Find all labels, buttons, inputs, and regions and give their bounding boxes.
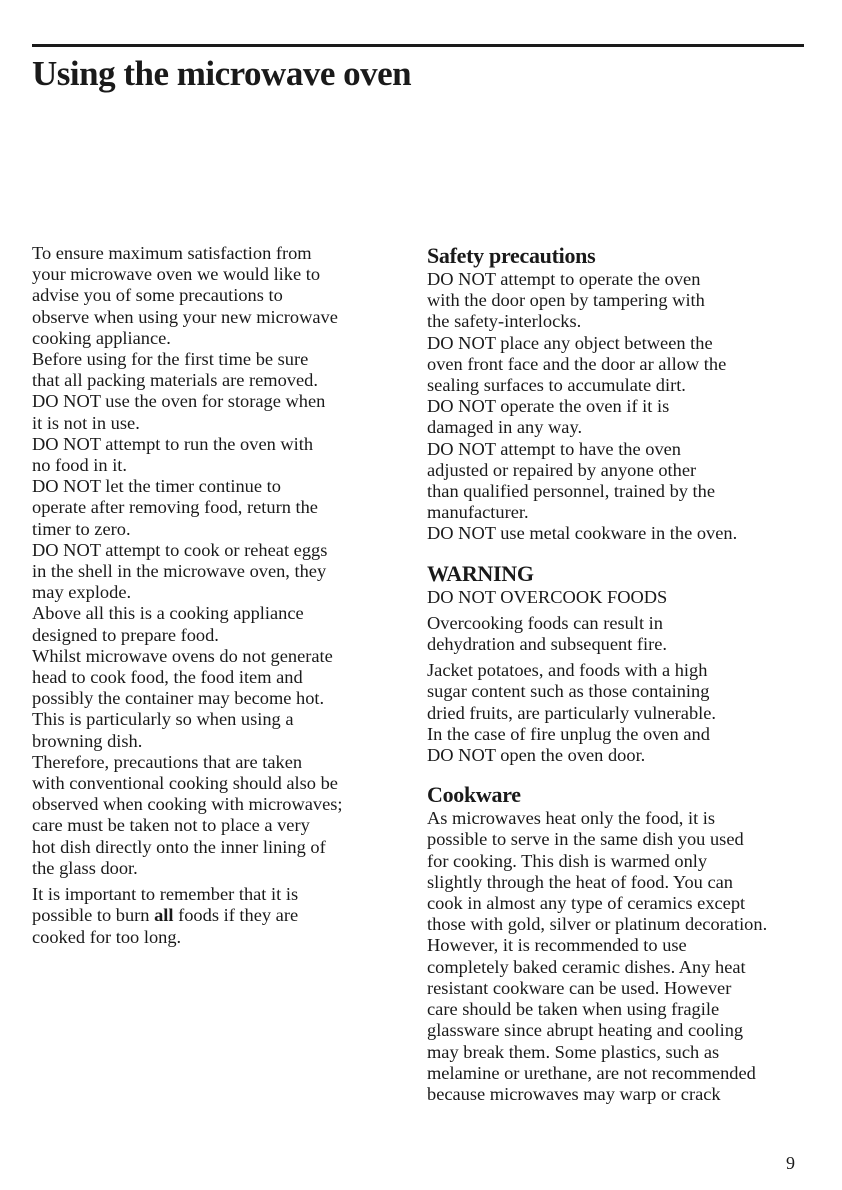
cookware-text — [427, 808, 807, 1105]
text-line: Before using for the first time be sure — [32, 349, 309, 370]
warning-heading: WARNING — [427, 560, 534, 586]
intro-text — [32, 243, 407, 879]
text-line: DO NOT use the oven for storage when — [32, 391, 326, 412]
text-line: observe when using your new microwave — [32, 306, 338, 327]
text-line: because microwaves may warp or crack — [427, 1083, 721, 1104]
text-line: cooked for too long. — [32, 926, 182, 947]
text-line: This is particularly so when using a — [32, 709, 294, 730]
safety-section — [427, 243, 807, 545]
intro-column — [32, 243, 407, 948]
text-line: glassware since abrupt heating and cooling — [427, 1020, 744, 1041]
text-line: DO NOT attempt to run the oven with — [32, 433, 314, 454]
text-line: oven front face and the door ar allow the — [427, 353, 727, 374]
text-line: Above all this is a cooking appliance — [32, 603, 304, 624]
text-line: designed to prepare food. — [32, 624, 219, 645]
text-line: sugar content such as those containing — [427, 681, 710, 702]
page-title: Using the microwave oven — [32, 54, 412, 93]
text-line: slightly through the heat of food. You can — [427, 871, 733, 892]
text-line: DO NOT attempt to operate the oven — [427, 269, 701, 289]
text-line: damaged in any way. — [427, 417, 583, 438]
text-line: Whilst microwave ovens do not generate — [32, 645, 333, 666]
text-line: To ensure maximum satisfaction from — [32, 243, 312, 263]
text-line: care must be taken not to place a very — [32, 815, 310, 836]
text-line: the glass door. — [32, 857, 138, 878]
text-line: cooking appliance. — [32, 327, 171, 348]
text-line: As microwaves heat only the food, it is — [427, 808, 716, 829]
text-line: advise you of some precautions to — [32, 285, 283, 306]
text-line: head to cook food, the food item and — [32, 667, 303, 688]
text-line: completely baked ceramic dishes. Any heat — [427, 956, 746, 977]
text-line: the safety-interlocks. — [427, 311, 582, 332]
text-line: it is not in use. — [32, 412, 140, 433]
text-line: DO NOT attempt to cook or reheat eggs — [32, 539, 328, 560]
text-line: possibly the container may become hot. — [32, 688, 325, 709]
text-line: DO NOT attempt to have the oven — [427, 438, 682, 459]
page-number: 9 — [786, 1153, 795, 1173]
text-line: timer to zero. — [32, 518, 131, 539]
cookware-section — [427, 782, 807, 1105]
text-line: Therefore, precautions that are taken — [32, 751, 303, 772]
top-rule — [32, 44, 804, 47]
text-line: dried fruits, are particularly vulnerable. — [427, 702, 717, 723]
text-line: with the door open by tampering with — [427, 290, 705, 311]
closing-paragraph — [32, 884, 407, 948]
safety-heading: Safety precautions — [427, 243, 596, 268]
text-line: dehydration and subsequent fire. — [427, 634, 668, 655]
right-column — [427, 243, 807, 1105]
text-line: manufacturer. — [427, 502, 529, 523]
safety-text — [427, 269, 807, 545]
text-line: DO NOT use metal cookware in the oven. — [427, 523, 738, 544]
text-line: in the shell in the microwave oven, they — [32, 561, 327, 582]
warning-paragraph-2 — [427, 660, 807, 766]
warning-paragraph-1 — [427, 613, 807, 655]
text-line: may explode. — [32, 582, 132, 603]
text-line: may break them. Some plastics, such as — [427, 1041, 720, 1062]
text-line: However, it is recommended to use — [427, 935, 687, 956]
text-line: for cooking. This dish is warmed only — [427, 850, 708, 871]
text-line: than qualified personnel, trained by the — [427, 481, 716, 502]
text-line: operate after removing food, return the — [32, 497, 318, 518]
text-line: possible to serve in the same dish you used — [427, 829, 744, 850]
text-line: that all packing materials are removed. — [32, 370, 318, 391]
text-line: cook in almost any type of ceramics except — [427, 893, 746, 914]
text-line: DO NOT open the oven door. — [427, 745, 646, 766]
emphasis: all — [154, 905, 174, 926]
text-line: DO NOT operate the oven if it is — [427, 396, 670, 417]
text-line: observed when cooking with microwaves; — [32, 794, 343, 815]
warning-subheading: DO NOT OVERCOOK FOODS — [427, 586, 668, 607]
warning-section — [427, 561, 807, 767]
text-line: Jacket potatoes, and foods with a high — [427, 660, 708, 681]
text-line: no food in it. — [32, 455, 128, 476]
text-line: adjusted or repaired by anyone other — [427, 459, 697, 480]
text-line: possible to burn all foods if they are — [32, 905, 299, 926]
text-line: your microwave oven we would like to — [32, 264, 321, 285]
text-line: DO NOT place any object between the — [427, 332, 713, 353]
text-line: those with gold, silver or platinum decoration. — [427, 914, 768, 935]
text-line: with conventional cooking should also be — [32, 773, 338, 794]
text-line: sealing surfaces to accumulate dirt. — [427, 375, 686, 396]
text-line: melamine or urethane, are not recommended — [427, 1062, 756, 1083]
cookware-heading: Cookware — [427, 782, 521, 808]
text-line: DO NOT let the timer continue to — [32, 476, 281, 497]
text-line: browning dish. — [32, 730, 143, 751]
text-line: care should be taken when using fragile — [427, 999, 720, 1020]
text-line: resistant cookware can be used. However — [427, 977, 732, 998]
text-line: hot dish directly onto the inner lining of — [32, 836, 326, 857]
text-line: In the case of fire unplug the oven and — [427, 723, 710, 744]
text-line: Overcooking foods can result in — [427, 612, 663, 633]
text-line: It is important to remember that it is — [32, 884, 299, 905]
